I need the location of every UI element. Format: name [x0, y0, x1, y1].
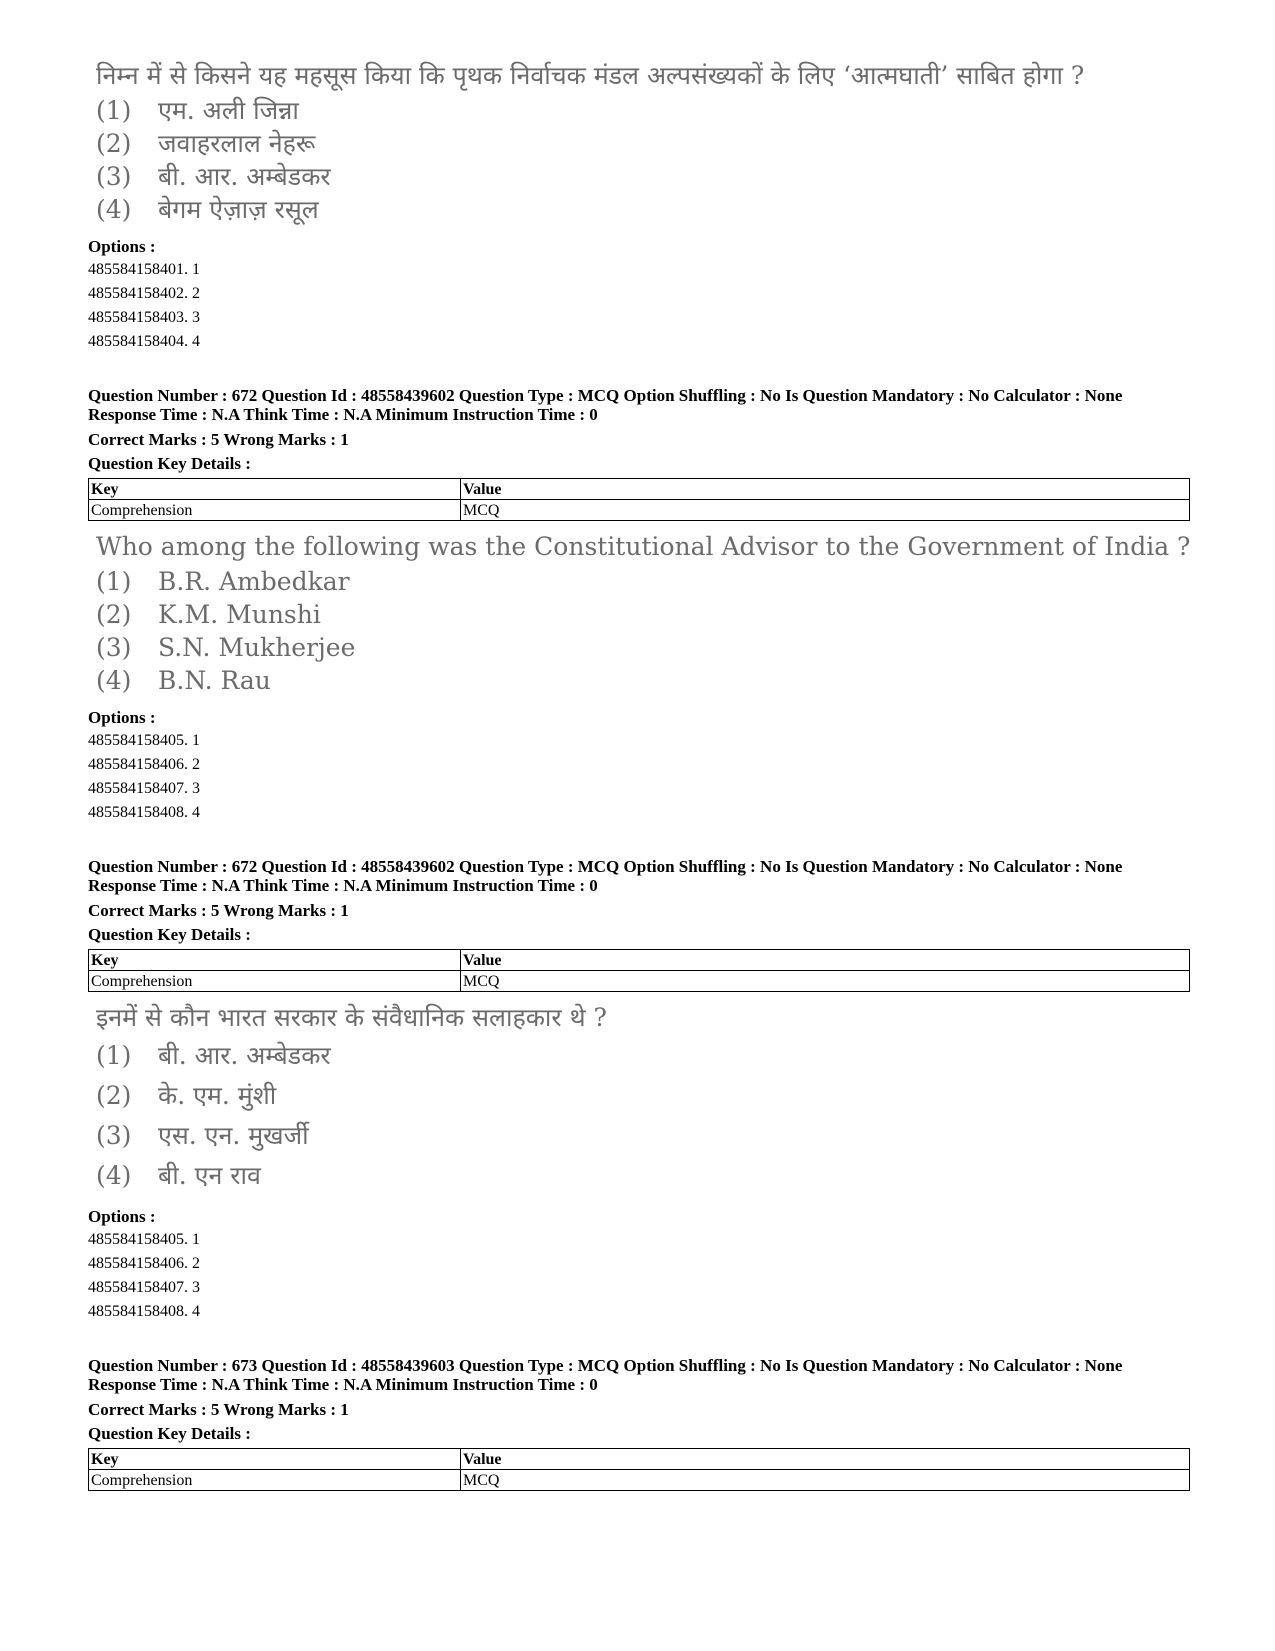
options-label: Options : — [88, 708, 156, 727]
marks-line: Correct Marks : 5 Wrong Marks : 1 — [88, 901, 349, 920]
choice-2: (2) के. एम. मुंशी — [96, 1081, 277, 1110]
key-header: Key — [89, 950, 461, 971]
question-image — [88, 529, 1191, 697]
option-id: 485584158404. 4 — [88, 333, 200, 350]
table-header-row — [89, 1449, 1190, 1470]
value-header: Value — [461, 479, 1190, 500]
choice-3: (3) एस. एन. मुखर्जी — [96, 1121, 309, 1150]
question-block-672-english — [88, 386, 1191, 825]
question-text: Who among the following was the Constitutional Advisor to the Government of India ? — [96, 532, 1191, 561]
choice-4: (4) बी. एन राव — [96, 1161, 261, 1190]
option-id: 485584158405. 1 — [88, 732, 200, 749]
key-details-label: Question Key Details : — [88, 454, 251, 473]
key-cell: Comprehension — [89, 971, 461, 992]
question-text: इनमें से कौन भारत सरकार के संवैधानिक सलाहकार थे ? — [96, 1003, 607, 1032]
choice-3: (3) S.N. Mukherjee — [96, 633, 356, 662]
choice-1: (1) बी. आर. अम्बेडकर — [96, 1041, 331, 1070]
key-cell: Comprehension — [89, 1470, 461, 1491]
document-page — [88, 58, 1191, 1491]
choice-4: (4) बेगम ऐज़ाज़ रसूल — [96, 195, 319, 224]
question-timing-line: Response Time : N.A Think Time : N.A Minimum Instruction Time : 0 — [88, 1375, 598, 1394]
key-details-table — [88, 478, 1190, 521]
question-meta-line: Question Number : 672 Question Id : 48558439602 Question Type : MCQ Option Shuffling : No Is Question Mandatory : No Calculator : None — [88, 386, 1123, 405]
question-timing-line: Response Time : N.A Think Time : N.A Minimum Instruction Time : 0 — [88, 405, 598, 424]
value-cell: MCQ — [461, 500, 1190, 521]
table-header-row — [89, 479, 1190, 500]
question-block-673 — [88, 1356, 1188, 1491]
key-header: Key — [89, 479, 461, 500]
question-timing-line: Response Time : N.A Think Time : N.A Minimum Instruction Time : 0 — [88, 876, 598, 895]
key-cell: Comprehension — [89, 500, 461, 521]
question-block-672-hindi — [88, 857, 1188, 1324]
value-cell: MCQ — [461, 1470, 1190, 1491]
choice-3: (3) बी. आर. अम्बेडकर — [96, 162, 331, 191]
option-id: 485584158402. 2 — [88, 285, 200, 302]
table-row — [89, 500, 1190, 521]
key-header: Key — [89, 1449, 461, 1470]
key-details-table — [88, 949, 1190, 992]
option-id: 485584158406. 2 — [88, 756, 200, 773]
option-id: 485584158405. 1 — [88, 1231, 200, 1248]
question-block-hindi-separate-electorate — [88, 58, 1188, 354]
key-details-label: Question Key Details : — [88, 925, 251, 944]
table-row — [89, 971, 1190, 992]
option-id: 485584158408. 4 — [88, 804, 200, 821]
options-label: Options : — [88, 237, 156, 256]
value-header: Value — [461, 950, 1190, 971]
choice-1: (1) B.R. Ambedkar — [96, 567, 350, 596]
marks-line: Correct Marks : 5 Wrong Marks : 1 — [88, 430, 349, 449]
question-text: निम्न में से किसने यह महसूस किया कि पृथक निर्वाचक मंडल अल्पसंख्यकों के लिए ‘आत्मघाती’ साबित होगा ? — [96, 61, 1085, 90]
choice-2: (2) जवाहरलाल नेहरू — [96, 129, 316, 158]
choice-1: (1) एम. अली जिन्ना — [96, 96, 299, 125]
option-id: 485584158407. 3 — [88, 780, 200, 797]
choice-4: (4) B.N. Rau — [96, 666, 271, 695]
key-details-table — [88, 1448, 1190, 1491]
value-header: Value — [461, 1449, 1190, 1470]
question-image — [88, 58, 1188, 226]
option-id: 485584158407. 3 — [88, 1279, 200, 1296]
options-label: Options : — [88, 1207, 156, 1226]
choice-2: (2) K.M. Munshi — [96, 600, 321, 629]
value-cell: MCQ — [461, 971, 1190, 992]
marks-line: Correct Marks : 5 Wrong Marks : 1 — [88, 1400, 349, 1419]
key-details-label: Question Key Details : — [88, 1424, 251, 1443]
question-meta-line: Question Number : 672 Question Id : 48558439602 Question Type : MCQ Option Shuffling : No Is Question Mandatory : No Calculator : None — [88, 857, 1123, 876]
option-id: 485584158408. 4 — [88, 1303, 200, 1320]
question-image — [88, 1000, 1188, 1196]
option-id: 485584158406. 2 — [88, 1255, 200, 1272]
option-id: 485584158401. 1 — [88, 261, 200, 278]
table-row — [89, 1470, 1190, 1491]
table-header-row — [89, 950, 1190, 971]
question-meta-line: Question Number : 673 Question Id : 48558439603 Question Type : MCQ Option Shuffling : No Is Question Mandatory : No Calculator : None — [88, 1356, 1123, 1375]
option-id: 485584158403. 3 — [88, 309, 200, 326]
